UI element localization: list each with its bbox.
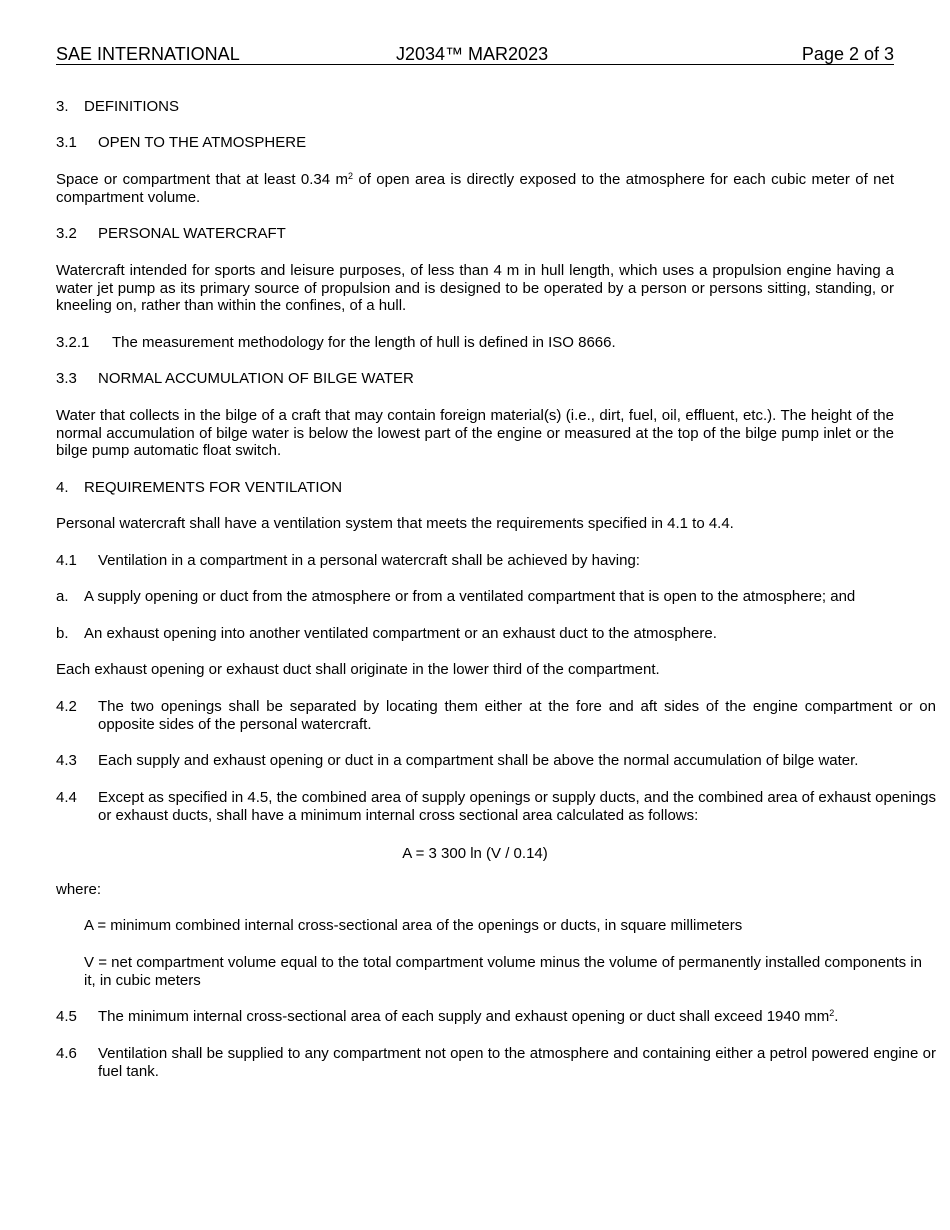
section-4-1-note: Each exhaust opening or exhaust duct shall originate in the lower third of the compartment.: [56, 661, 660, 678]
header-page-number: Page 2 of 3: [801, 44, 894, 64]
section-4-text: Personal watercraft shall have a ventilation system that meets the requirements specified in 4.1 to 4.4.: [56, 515, 734, 532]
section-4-5: [56, 1008, 936, 1026]
section-text: The minimum internal cross-sectional area of each supply and exhaust opening or duct shall exceed 1940 $mm^2$.: [98, 1008, 839, 1025]
section-number: 4.1: [56, 552, 77, 569]
section-text: Each supply and exhaust opening or duct in a compartment shall be above the normal accumulation of bilge water.: [98, 752, 859, 769]
definition-v: V = net compartment volume equal to the total compartment volume minus the volume of permanently installed components in it, in cubic meters: [84, 954, 922, 989]
section-text: The measurement methodology for the length of hull is defined in ISO 8666.: [112, 334, 616, 351]
section-title: OPEN TO THE ATMOSPHERE: [98, 134, 307, 151]
section-text: Except as specified in 4.5, the combined area of supply openings or supply ducts, and the combined area of exhaust openings or exhaust ducts, shall have a minimum internal cross sectional area calculated as follows:: [98, 789, 936, 824]
section-title: REQUIREMENTS FOR VENTILATION: [84, 479, 343, 496]
section-4-2: [56, 698, 936, 733]
section-number: 3.3: [56, 370, 77, 387]
definition-a: A = minimum combined internal cross-sectional area of the openings or ducts, in square millimeters: [84, 917, 743, 934]
section-3-heading: [56, 98, 894, 116]
section-title: NORMAL ACCUMULATION OF BILGE WATER: [98, 370, 414, 387]
section-title: PERSONAL WATERCRAFT: [98, 225, 286, 242]
section-number: 4.: [56, 479, 69, 496]
section-3-3-text: Water that collects in the bilge of a craft that may contain foreign material(s) (i.e., dirt, fuel, oil, effluent, etc.). The height of the normal accumulation of bilge water is below the lowest part of the engine or measured at the top of the bilge pump inlet or the bilge pump automatic float switch.: [56, 407, 894, 459]
section-number: 3.1: [56, 134, 77, 151]
section-3-1-text: Space or compartment that at least 0.34 $m^2$ of open area is directly exposed to the atmosphere for each cubic meter of net compartment volume.: [56, 171, 895, 206]
list-marker: a.: [56, 588, 69, 605]
section-4-heading: [56, 479, 894, 497]
section-number: 4.6: [56, 1045, 77, 1062]
header-doc-id: J2034™ MAR2023: [396, 44, 549, 64]
header-org: SAE INTERNATIONAL: [56, 44, 240, 64]
section-3-2-1: [56, 334, 894, 352]
section-4-1: [56, 552, 894, 570]
section-number: 3.2.1: [56, 334, 90, 351]
section-number: 3.2: [56, 225, 77, 242]
section-4-3: [56, 752, 936, 770]
where-label: where:: [56, 881, 102, 898]
list-text: A supply opening or duct from the atmosphere or from a ventilated compartment that is open to the atmosphere; and: [84, 588, 856, 605]
section-3-1-heading: [56, 134, 894, 152]
section-number: 4.5: [56, 1008, 77, 1025]
section-3-3-heading: [56, 370, 894, 388]
section-3-2-heading: [56, 225, 894, 243]
list-marker: b.: [56, 625, 69, 642]
page-header: [56, 44, 894, 65]
list-item-b: [56, 625, 894, 643]
section-text: Ventilation shall be supplied to any compartment not open to the atmosphere and containing either a petrol powered engine or fuel tank.: [98, 1045, 936, 1080]
section-3-2-text: Watercraft intended for sports and leisure purposes, of less than 4 m in hull length, which uses a propulsion engine having a water jet pump as its primary source of propulsion and is designed to be operated by a person or persons sitting, standing, or kneeling on, rather than within the confines, of a hull.: [56, 262, 894, 314]
section-title: DEFINITIONS: [84, 98, 180, 115]
section-number: 4.2: [56, 698, 77, 715]
section-number: 3.: [56, 98, 69, 115]
list-item-a: [56, 588, 894, 606]
section-4-4: [56, 789, 936, 824]
section-4-6: [56, 1045, 936, 1080]
section-number: 4.3: [56, 752, 77, 769]
section-text: Ventilation in a compartment in a personal watercraft shall be achieved by having:: [98, 552, 640, 569]
equation: A = 3 300 ln (V / 0.14): [402, 845, 548, 862]
list-text: An exhaust opening into another ventilated compartment or an exhaust duct to the atmosphere.: [84, 625, 717, 642]
section-number: 4.4: [56, 789, 77, 806]
section-text: The two openings shall be separated by locating them either at the fore and aft sides of the engine compartment or on opposite sides of the personal watercraft.: [98, 698, 936, 733]
